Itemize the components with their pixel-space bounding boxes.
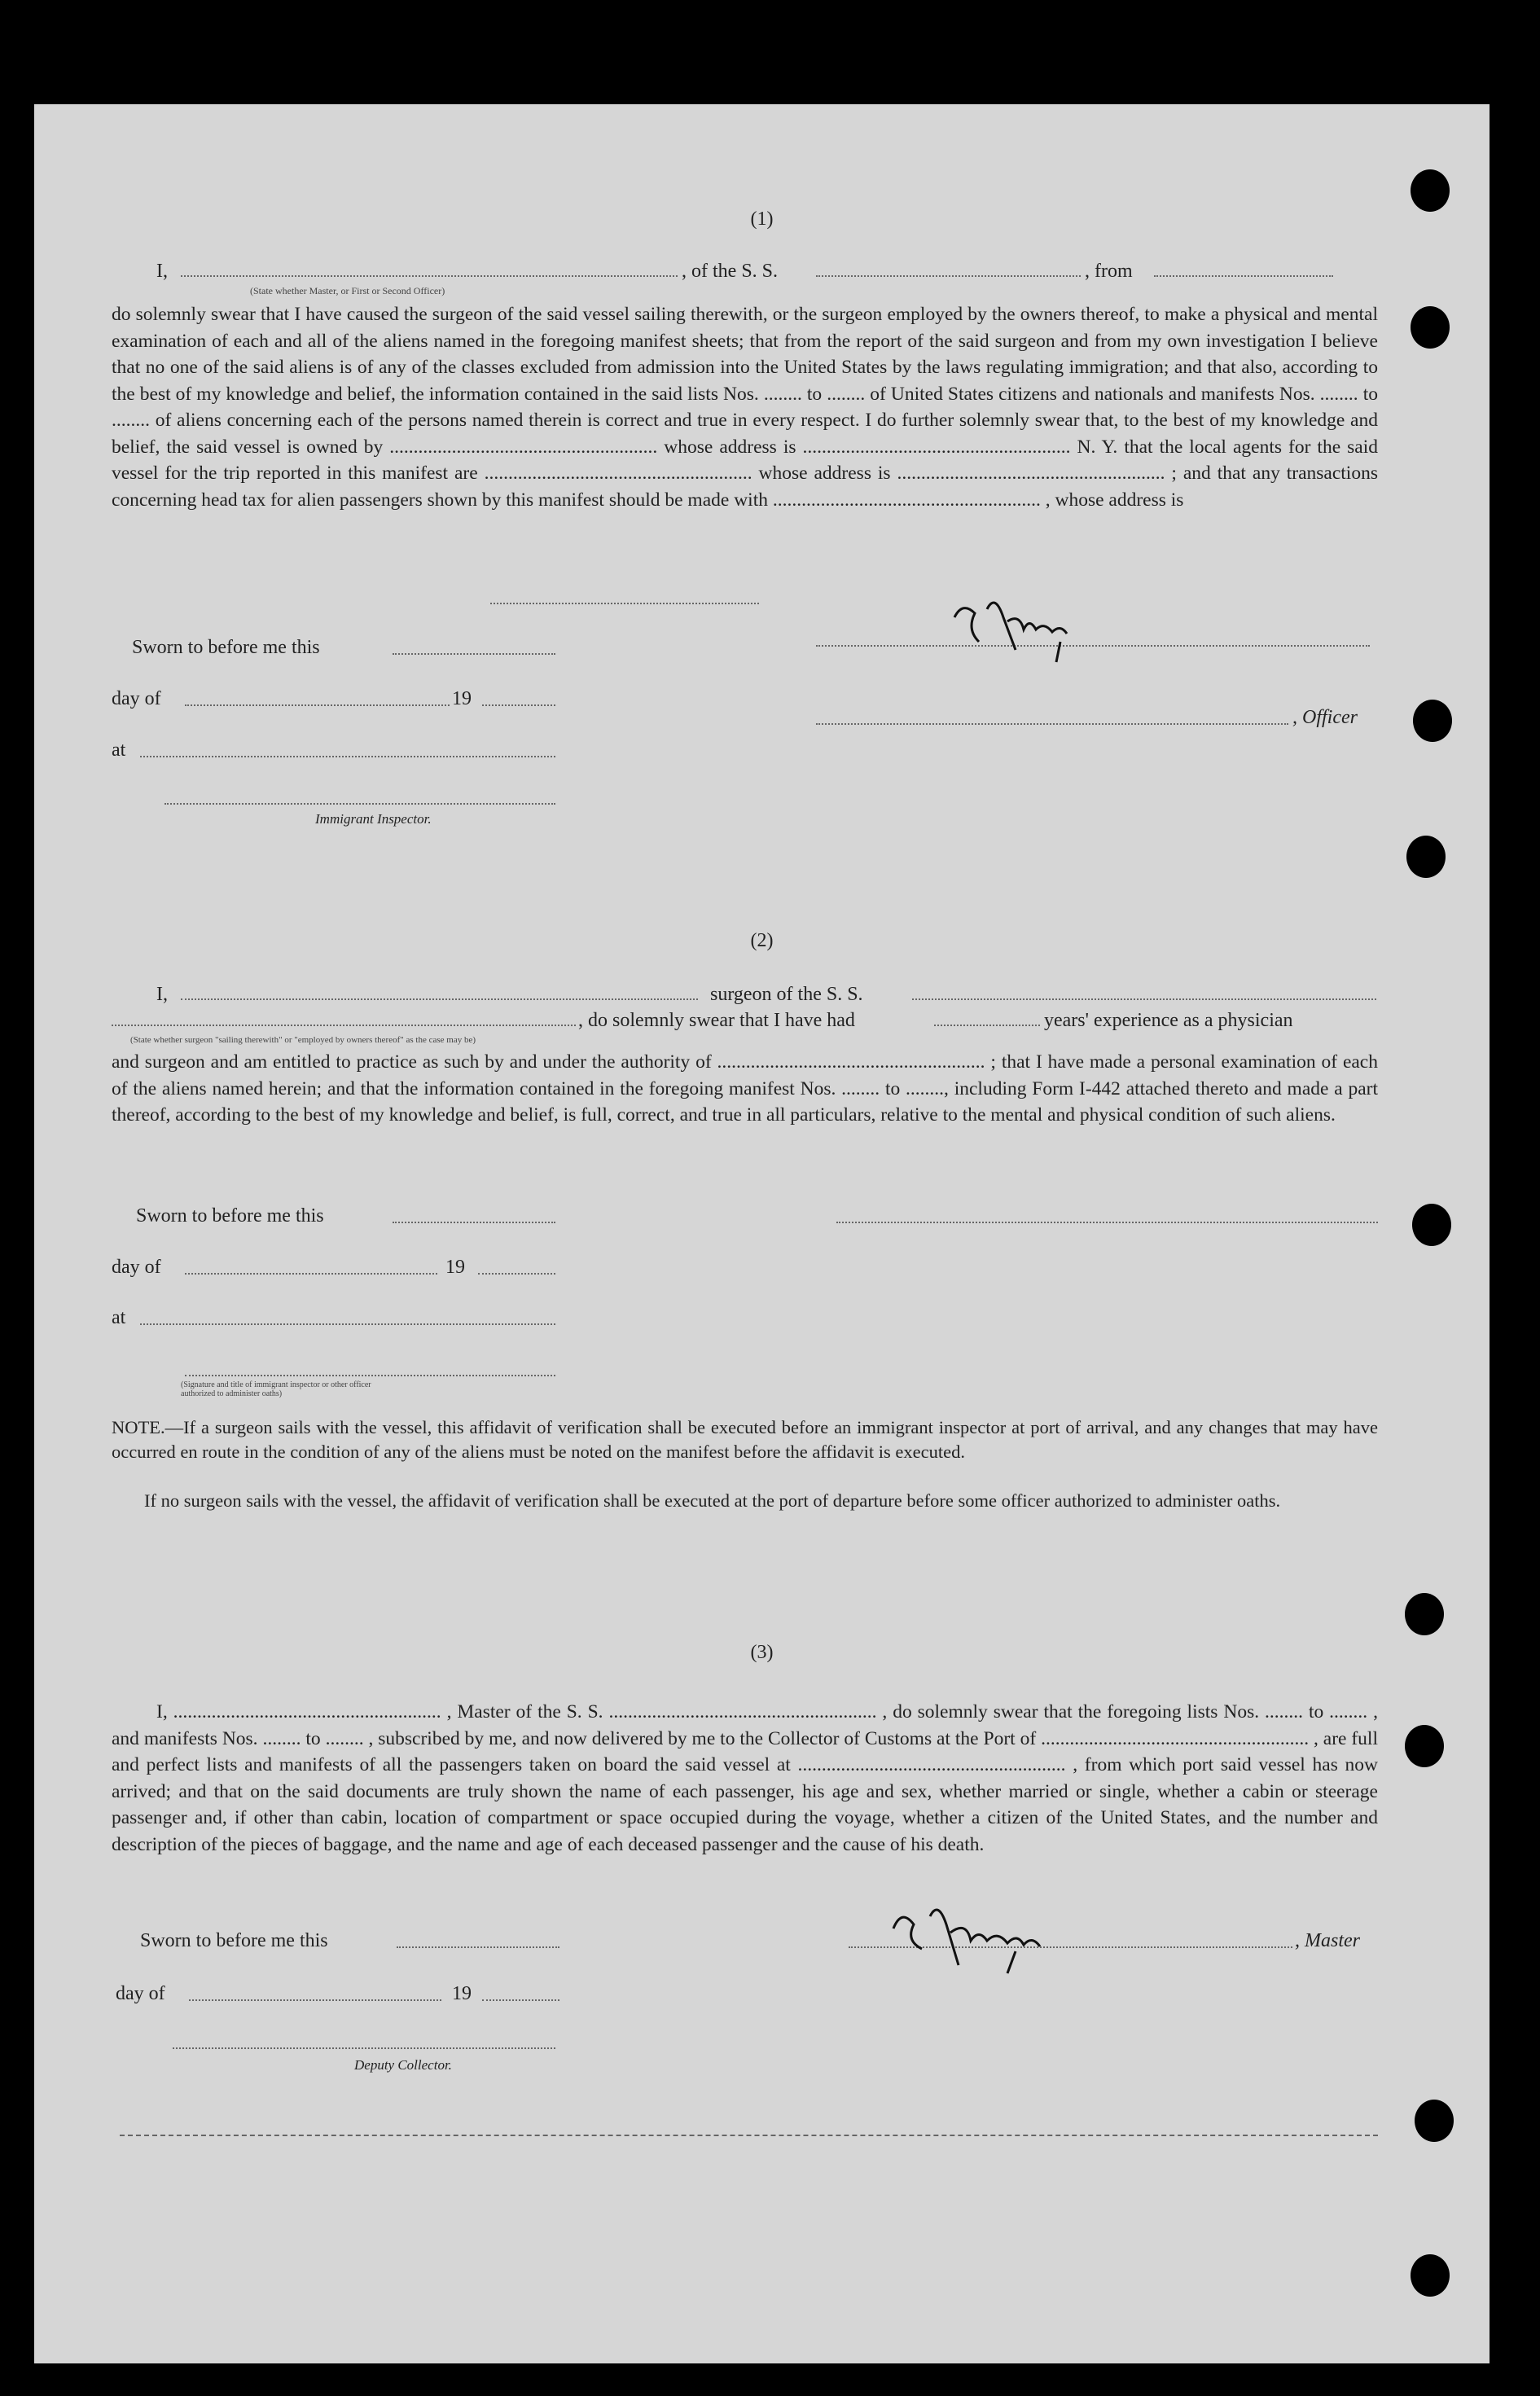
surgeon-status-line bbox=[112, 1025, 576, 1026]
year-line bbox=[478, 1273, 555, 1275]
surgeon-note-text: NOTE.—If a surgeon sails with the vessel, this affidavit of verification shall be executed before an immigrant inspector at port of arrival, and any changes that may have occurred en route in the condition of any of the aliens must be noted on the manifest before the affidavit is executed. bbox=[112, 1417, 1378, 1462]
sworn-label: Sworn to before me this bbox=[140, 1930, 328, 1951]
manifest-affidavit-page bbox=[34, 104, 1490, 2363]
sworn-date-line bbox=[393, 653, 555, 655]
sworn-date-line bbox=[393, 1222, 555, 1223]
vessel-label: , of the S. S. bbox=[682, 261, 779, 282]
day-line bbox=[185, 704, 450, 706]
section2-oath-text: and surgeon and am entitled to practice as such by and under the authority of ........................................................ ; that I have made a personal examination of each of the aliens named herein; and that the information contained in the foregoing manifest Nos. ........ to ........, including Form I-442 attached thereto and made a part thereof, according to the best of my knowledge and belief, is full, correct, and true in all particulars, relative to the mental and physical condition of such aliens. bbox=[112, 1051, 1378, 1126]
punch-hole bbox=[1415, 2100, 1454, 2142]
day-line bbox=[185, 1273, 437, 1275]
at-label: at bbox=[112, 1307, 126, 1328]
surgeon-note: (State whether surgeon "sailing therewith" or "employed by owners thereof" as the case may be) bbox=[130, 1035, 476, 1045]
master-label: , Master bbox=[1295, 1930, 1360, 1951]
affiant-label: I, bbox=[156, 261, 168, 282]
no-surgeon-note-text: If no surgeon sails with the vessel, the affidavit of verification shall be executed at the port of departure before some officer authorized to administer oaths. bbox=[144, 1490, 1281, 1511]
inspector-signature-line bbox=[185, 1375, 555, 1376]
divider-line bbox=[490, 603, 759, 604]
sworn-label: Sworn to before me this bbox=[136, 1205, 324, 1227]
section-number: (2) bbox=[750, 930, 774, 951]
punch-hole bbox=[1405, 1725, 1444, 1767]
at-label: at bbox=[112, 739, 126, 761]
section-number: (3) bbox=[750, 1642, 774, 1663]
year-line bbox=[482, 1999, 559, 2001]
surgeon-name-line bbox=[181, 998, 698, 1000]
officer-signature-icon bbox=[938, 585, 1125, 666]
years-label: years' experience as a physician bbox=[1044, 1010, 1293, 1031]
punch-hole bbox=[1412, 1204, 1451, 1246]
punch-hole bbox=[1411, 306, 1450, 349]
officer-label: , Officer bbox=[1292, 707, 1358, 728]
inspector-signature-line bbox=[165, 803, 555, 805]
section3-oath-text: I, ........................................................ , Master of the S. S. ........................................................ , do solemnly swear that the foregoing lists Nos. ........ to ........ , and manifests Nos. ........ to ........ , subscribed by me, and now delivered by me to the Collector of Customs at the Port of ........................................................ , are full and perfect lists and manifests of all the passengers taken on board the said vessel at ........................................................ , from which port said vessel has now arrived; and that on the said documents are truly shown the name of each passenger, his age and sex, whether married or single, whether a cabin or steerage passenger and, if other than cabin, location of compartment or space occupied during the voyage, whether a citizen of the United States, and the number and description of the pieces of baggage, and the name and age of each deceased passenger and the cause of his death. bbox=[112, 1701, 1378, 1855]
bottom-rule bbox=[120, 2135, 1378, 2136]
day-of-label: day of bbox=[112, 1257, 161, 1278]
punch-hole bbox=[1406, 836, 1446, 878]
year-label: 19 bbox=[452, 1983, 472, 2004]
surgeon-vessel-line bbox=[912, 998, 1376, 1000]
surgeon-ss-label: surgeon of the S. S. bbox=[710, 984, 863, 1005]
signature-note: (Signature and title of immigrant inspector or other officer authorized to administer oaths) bbox=[181, 1380, 371, 1398]
affiant-label: I, bbox=[156, 984, 168, 1005]
punch-hole bbox=[1405, 1593, 1444, 1635]
sworn-label: Sworn to before me this bbox=[132, 637, 320, 658]
collector-label: Deputy Collector. bbox=[354, 2057, 452, 2073]
from-port-line bbox=[1154, 275, 1333, 277]
years-line bbox=[934, 1025, 1040, 1026]
day-of-label: day of bbox=[112, 688, 161, 709]
day-line bbox=[189, 1999, 441, 2001]
swear-label: , do solemnly swear that I have had bbox=[578, 1010, 855, 1031]
sworn-date-line bbox=[397, 1946, 559, 1948]
officer-name-line bbox=[816, 723, 1288, 725]
vessel-name-line bbox=[816, 275, 1081, 277]
section-number: (1) bbox=[750, 208, 774, 230]
at-line bbox=[140, 756, 555, 757]
inspector-label: Immigrant Inspector. bbox=[315, 811, 432, 827]
at-line bbox=[140, 1323, 555, 1325]
collector-signature-line bbox=[173, 2047, 555, 2049]
master-note: (State whether Master, or First or Second Officer) bbox=[250, 285, 445, 296]
punch-hole bbox=[1413, 700, 1452, 742]
year-label: 19 bbox=[452, 688, 472, 709]
section1-oath-text: do solemnly swear that I have caused the surgeon of the said vessel sailing therewith, or the surgeon employed by the owners thereof, to make a physical and mental examination of each and all of the aliens named in the foregoing manifest sheets; that from the report of the said surgeon and from my own investigation I believe that no one of the said aliens is of any of the classes excluded from admission into the United States by the laws regulating immigration; and that also, according to the best of my knowledge and belief, the information contained in the said lists Nos. ........ to ........ of United States citizens and nationals and manifests Nos. ........ to ........ of aliens concerning each of the persons named therein is correct and true in every respect. I do further solemnly swear that, to the best of my knowledge and belief, the said vessel is owned by ........................................................ whose address is ........................................................ N. Y. that the local agents for the said vessel for the trip reported in this manifest are ........................................................ whose address is ........................................................ ; and that any transactions concerning head tax for alien passengers shown by this manifest should be made with ........................................................ , whose address is bbox=[112, 304, 1378, 511]
punch-hole bbox=[1411, 2254, 1450, 2297]
affiant-name-line bbox=[181, 275, 678, 277]
master-signature-icon bbox=[877, 1888, 1113, 1977]
from-label: , from bbox=[1085, 261, 1133, 282]
day-of-label: day of bbox=[116, 1983, 165, 2004]
year-label: 19 bbox=[445, 1257, 465, 1278]
surgeon-signature-line bbox=[836, 1222, 1378, 1223]
punch-hole bbox=[1411, 169, 1450, 212]
year-line bbox=[482, 704, 555, 706]
